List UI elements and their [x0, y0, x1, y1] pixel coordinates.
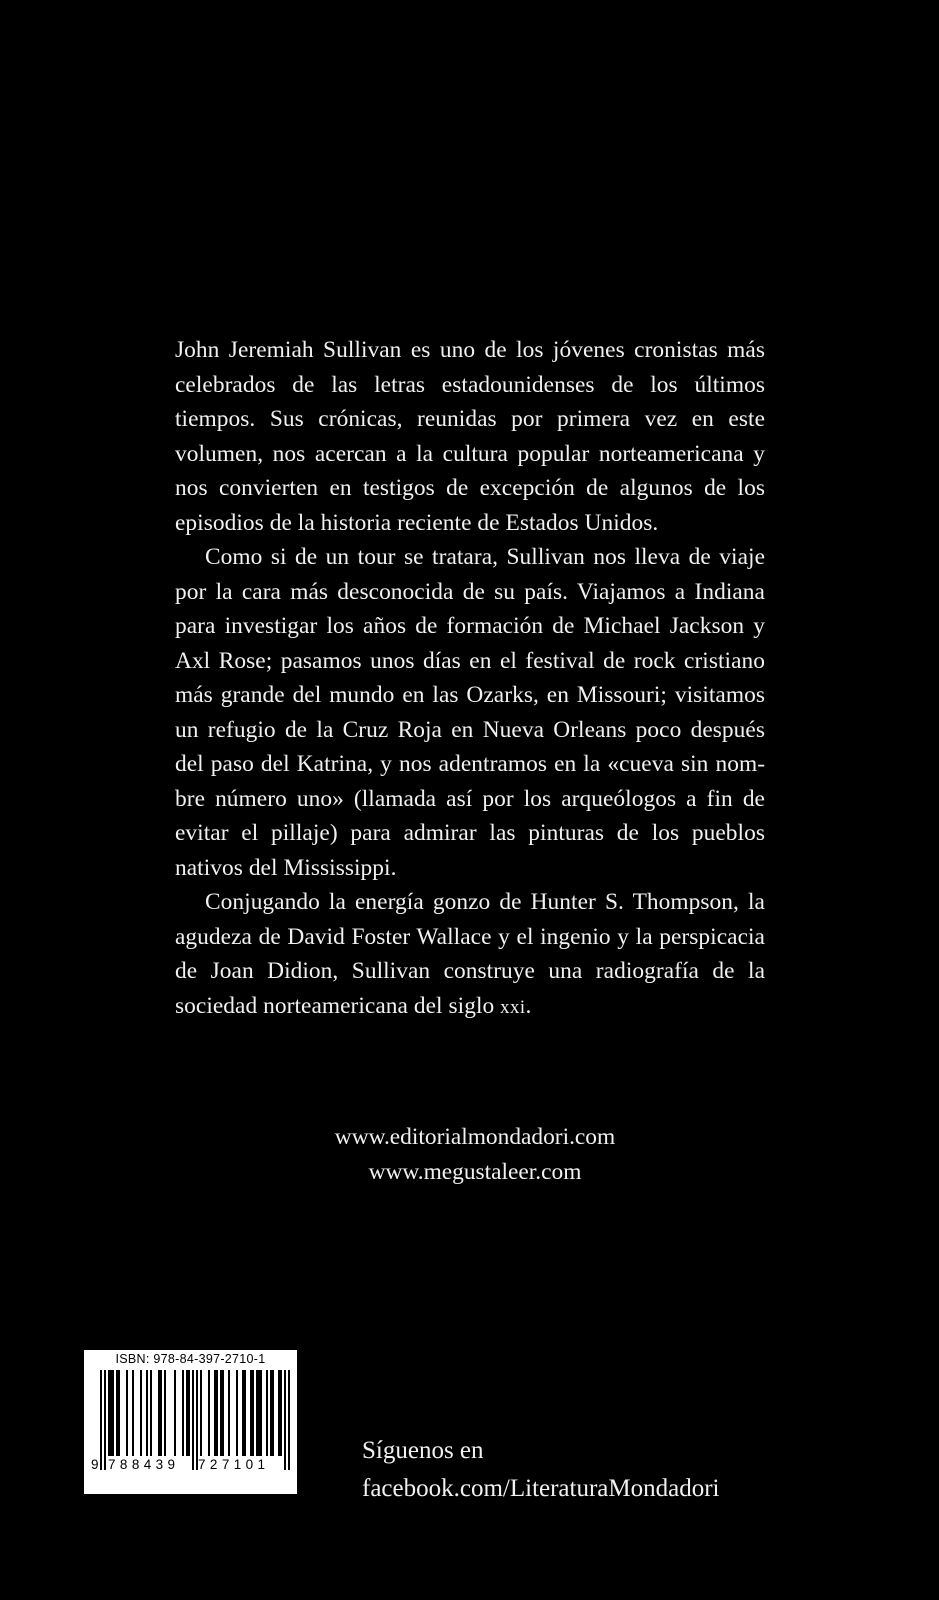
blurb-paragraph-3 — [175, 885, 765, 1025]
blurb-paragraph-1-text: John Jeremiah Sullivan es uno de los jóvenes cronistas más celebrados de las letras estadounidenses de los últimos tiempos. Sus crónicas, reunidas por primera vez en este volumen, nos acercan a la cultura popular norteamericana y nos convierten en testigos de excepción de algunos de los episodios de la historia reciente de Estados Unidos. — [175, 337, 765, 536]
barcode-bar — [118, 1370, 120, 1456]
publisher-urls — [0, 1120, 939, 1189]
barcode-bar — [278, 1370, 280, 1456]
barcode-lead-digit: 9 — [91, 1457, 103, 1472]
barcode-bar — [112, 1370, 114, 1456]
barcode-bar — [222, 1370, 224, 1456]
publisher-url-1[interactable]: www.editorialmondadori.com — [334, 1124, 616, 1150]
barcode-bar — [160, 1370, 162, 1456]
barcode-guard-bar — [104, 1370, 106, 1470]
barcode-bar — [108, 1370, 110, 1456]
barcode-bar — [258, 1370, 260, 1456]
barcode-bar — [208, 1370, 210, 1456]
blurb-paragraph-1 — [175, 333, 765, 540]
barcode-bar — [186, 1370, 188, 1456]
barcode-bar — [236, 1370, 238, 1456]
publisher-url-2[interactable]: www.megustaleer.com — [368, 1158, 582, 1185]
barcode-bar — [272, 1370, 274, 1456]
isbn-barcode — [84, 1350, 297, 1494]
barcode-bar — [110, 1370, 112, 1456]
barcode-bar — [200, 1370, 202, 1456]
blurb-paragraph-2 — [175, 540, 765, 885]
barcode-bar — [116, 1370, 118, 1456]
barcode-guard-bar — [192, 1370, 194, 1470]
barcode-bar — [214, 1370, 216, 1456]
barcode-guard-bar — [284, 1370, 286, 1470]
barcode-bar — [250, 1370, 252, 1456]
barcode-guard-bar — [100, 1370, 102, 1470]
social-follow-label: Síguenos en — [362, 1437, 484, 1464]
barcode-bar — [164, 1370, 166, 1456]
barcode-bar — [140, 1370, 142, 1456]
barcode-guard-bar — [196, 1370, 198, 1470]
barcode-bar — [256, 1370, 258, 1456]
barcode-bar — [280, 1370, 282, 1456]
isbn-label: ISBN: 978-84-397-2710-1 — [115, 1352, 266, 1366]
century-numeral: xxi — [500, 996, 526, 1018]
barcode-bar — [252, 1370, 254, 1456]
barcode-bar — [126, 1370, 128, 1456]
barcode-bar — [182, 1370, 184, 1456]
barcode-bar — [132, 1370, 134, 1456]
blurb-paragraph-3-end: . — [525, 992, 532, 1019]
social-follow — [362, 1432, 720, 1508]
barcode-bar — [150, 1370, 152, 1456]
barcode-guard-bar — [288, 1370, 290, 1470]
barcode-bar — [244, 1370, 246, 1456]
barcode-bar — [242, 1370, 244, 1456]
barcode-bar — [146, 1370, 148, 1456]
barcode-bar — [216, 1370, 218, 1456]
barcode-left-digits: 788439 — [108, 1457, 180, 1472]
barcode-bar — [266, 1370, 268, 1456]
barcode-bar — [270, 1370, 272, 1456]
social-facebook-link[interactable]: facebook.com/LiteraturaMondadori — [362, 1475, 720, 1502]
barcode-bar — [228, 1370, 230, 1456]
blurb-paragraph-2-text: Como si de un tour se tratara, Sullivan nos lleva de viaje por la cara más desconocida de su país. Viajamos a Indiana para investigar los años de formación de Michael Jackson y Axl Rose; pasamos unos días en el festival de rock cristiano más grande del mundo en las Ozarks, en Missouri; visitamos un refugio de la Cruz Roja en Nueva Orleans poco después del paso del Katrina, y nos adentramos en la «cueva sin nombre número uno» (llamada así por los arqueólogos a fin de evitar el pillaje) para admirar las pinturas de los pueblos nativos del Mississippi. — [175, 544, 765, 881]
barcode-bar — [158, 1370, 160, 1456]
barcode-bar — [174, 1370, 176, 1456]
barcode-bar — [188, 1370, 190, 1456]
barcode-bar — [260, 1370, 262, 1456]
blurb-paragraph-3-text: Conjugando la energía gonzo de Hunter S. Thompson, la agudeza de David Foster Wallace y el ingenio y la perspicacia de Joan Didion, Sullivan construye una radiografía de la sociedad norteamericana del siglo — [175, 889, 765, 1019]
barcode-bar — [220, 1370, 222, 1456]
back-cover-blurb — [175, 333, 765, 1025]
barcode-right-digits: 727101 — [198, 1457, 270, 1472]
